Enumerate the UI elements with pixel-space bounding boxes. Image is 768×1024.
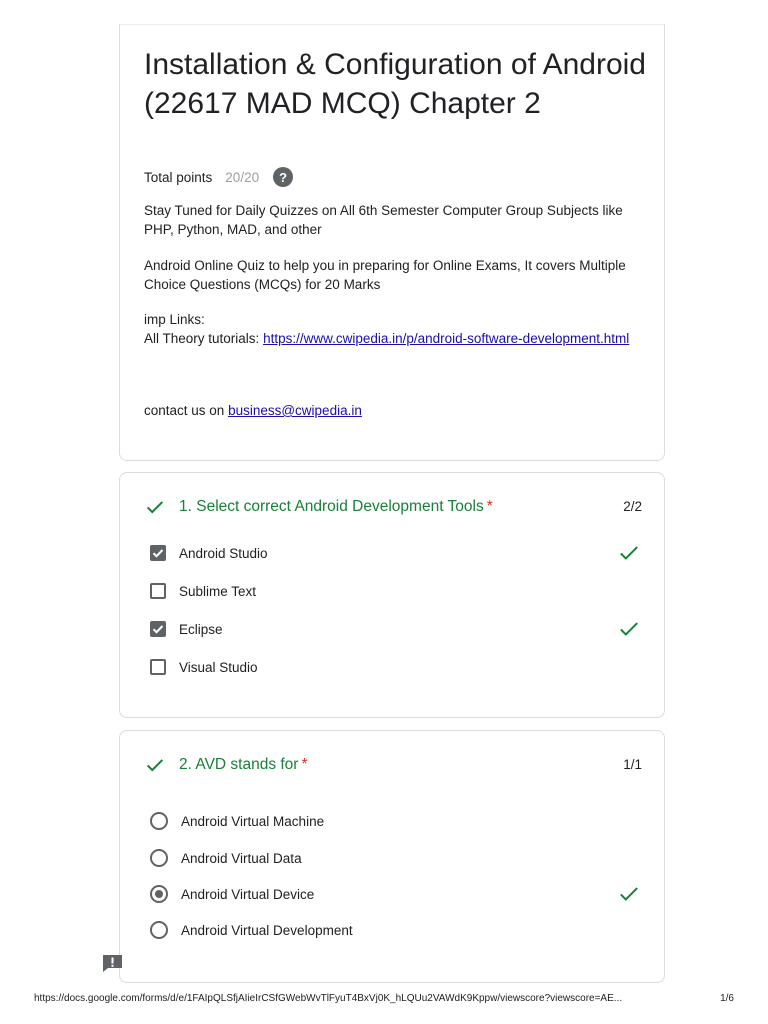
total-points-label: Total points: [144, 169, 213, 185]
required-marker: *: [486, 498, 493, 515]
option-label: Android Virtual Development: [181, 922, 353, 938]
radio-button[interactable]: [150, 812, 168, 830]
total-points-row: [144, 166, 293, 188]
question-score: 2/2: [623, 499, 642, 514]
checkbox[interactable]: [150, 583, 166, 599]
check-icon: [618, 543, 640, 563]
total-points-value: 20/20: [225, 169, 260, 185]
checkmark-icon: [152, 623, 164, 635]
print-footer: [34, 993, 734, 1007]
check-icon: [618, 884, 640, 904]
option-label: Android Virtual Data: [181, 850, 302, 866]
theory-tutorials-link[interactable]: https://www.cwipedia.in/p/android-software-development.html: [263, 331, 630, 346]
option-label: Eclipse: [179, 621, 223, 637]
required-marker: *: [301, 756, 308, 773]
option-android-virtual-data[interactable]: [150, 847, 640, 869]
footer-page-number: 1/6: [720, 993, 734, 1004]
checkbox-checked[interactable]: [150, 545, 166, 561]
option-label: Android Studio: [179, 545, 268, 561]
option-label: Android Virtual Device: [181, 886, 315, 902]
question-card-2: [119, 730, 665, 983]
radio-button[interactable]: [150, 849, 168, 867]
option-visual-studio[interactable]: [150, 656, 640, 678]
check-icon: [144, 754, 166, 776]
checkbox-checked[interactable]: [150, 621, 166, 637]
form-description-2: Android Online Quiz to help you in preparing for Online Exams, It covers Multiple Choice Questions (MCQs) for 20 Marks: [144, 258, 626, 292]
contact-email-link[interactable]: business@cwipedia.in: [228, 403, 362, 418]
option-sublime-text[interactable]: [150, 580, 640, 602]
option-android-virtual-development[interactable]: [150, 919, 640, 941]
help-icon[interactable]: ?: [273, 167, 293, 187]
question-header: [144, 753, 644, 777]
form-description-1: Stay Tuned for Daily Quizzes on All 6th Semester Computer Group Subjects like PHP, Python, MAD, and other: [144, 203, 623, 237]
theory-tutorials-label: All Theory tutorials:: [144, 331, 264, 346]
checkbox[interactable]: [150, 659, 166, 675]
option-label: Visual Studio: [179, 659, 258, 675]
contact-line: [144, 402, 654, 421]
option-android-virtual-machine[interactable]: [150, 810, 640, 832]
form-header-card: [119, 24, 665, 461]
question-title: [179, 498, 493, 516]
radio-dot: [155, 890, 163, 898]
option-label: Sublime Text: [179, 583, 257, 599]
question-card-1: [119, 472, 665, 718]
radio-button[interactable]: [150, 921, 168, 939]
imp-links-label: imp Links:: [144, 312, 205, 327]
theory-tutorials-line: [144, 330, 654, 349]
contact-label: contact us on: [144, 403, 229, 418]
form-title: Installation & Configuration of Android (22617 MAD MCQ) Chapter 2: [144, 48, 646, 120]
check-icon: [144, 496, 166, 518]
question-title-text: 1. Select correct Android Development Tools: [179, 498, 484, 515]
option-eclipse[interactable]: [150, 618, 640, 640]
footer-url: https://docs.google.com/forms/d/e/1FAIpQLSfjAIieIrCSfGWebWvTlFyuT4BxVj0K_hLQUu2VAWdK9Kppw/viewscore?viewscore=AE...: [34, 993, 623, 1004]
check-icon: [618, 619, 640, 639]
question-score: 1/1: [623, 757, 642, 772]
radio-button-selected[interactable]: [150, 885, 168, 903]
option-android-virtual-device[interactable]: [150, 883, 640, 905]
question-title-text: 2. AVD stands for: [179, 756, 299, 773]
feedback-icon[interactable]: [102, 954, 123, 973]
checkmark-icon: [152, 547, 164, 559]
option-android-studio[interactable]: [150, 542, 640, 564]
question-title: [179, 756, 308, 774]
option-label: Android Virtual Machine: [181, 813, 325, 829]
question-header: [144, 495, 644, 519]
